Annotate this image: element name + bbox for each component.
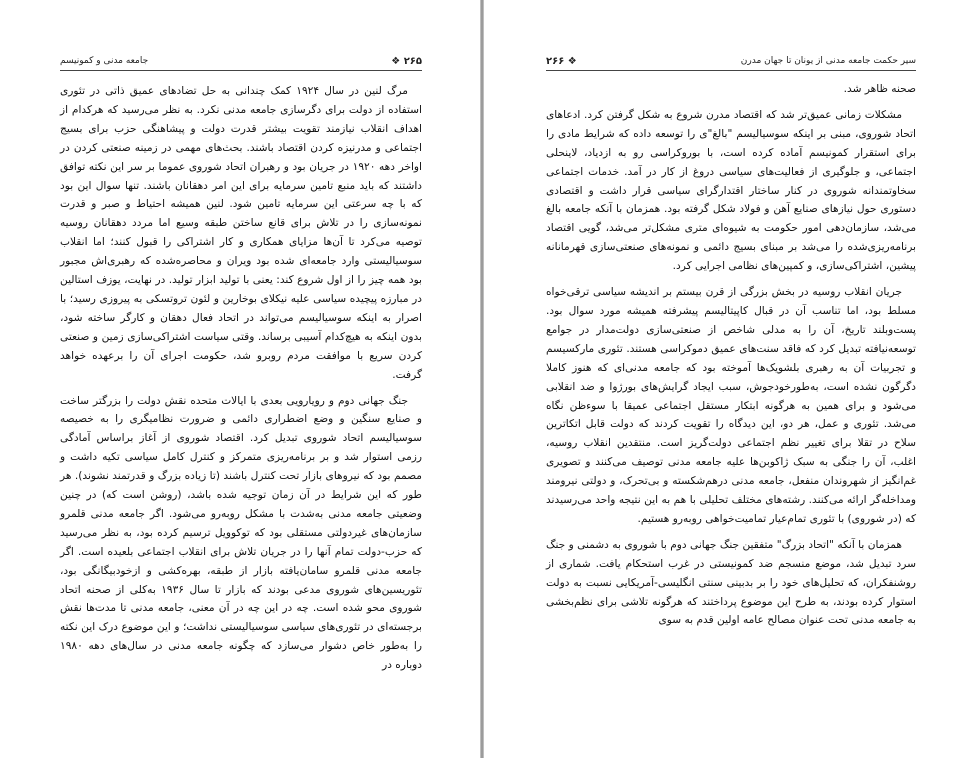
left-paragraph-1: مرگ لنین در سال ۱۹۲۴ کمک چندانی به حل تضادهای عمیق ذاتی در تئوری استفاده از دولت برای دگرسازی جامعه مدنی نکرد. به نظر می‌رسید که هرکدام از اهداف انقلاب نیازمند تقویت بیشتر قدرت دولت و پیشاهنگی حزب برای بسیج اجتماعی و مدرنیزه کردن اقتصاد باشند. بحث‌های مهمی در زمینه صنعتی کردن در اواخر دهه ۱۹۲۰ در جریان بود و رهبران اتحاد شوروی عموما بر سر این نکته توافق داشتند که باید منبع تامین سرمایه برای این امر دهقانان باشند. تنها سوال این بود که با چه سرعتی این سرمایه تامین شود. لنین همیشه احتیاط و صبر و قدرت نمونه‌سازی را در تلاش برای قانع ساختن طبقه وسیع اما مردد دهقانان روسیه توصیه می‌کرد تا آن‌ها مزایای همکاری و کار اشتراکی را قبول کنند؛ اما انقلاب سوسیالیستی وارد جامعه‌ای شده بود ویران و محاصره‌شده که رهبری‌اش مجبور بود همه چیز را از اول شروع کند: یعنی با تولید ابزار تولید. در نهایت، یوزف استالین در مبارزه پیچیده سیاسی علیه نیکلای بوخارین و لئون تروتسکی به پیروزی رسید؛ با اصرار به اینکه سوسیالیسم می‌تواند در اتحاد فعال دهقان و کارگر ساخته شود، بدون اینکه به هیچ‌کدام آسیبی برساند. وقتی سیاست اشتراکی‌سازی زمین و صنعتی کردن سریع با موافقت مردم روبرو شد، حکومت اجرای آن را برعهده خواهد گرفت.: [60, 85, 422, 381]
left-running-title: جامعه مدنی و کمونیسم: [60, 56, 149, 66]
left-page-header: [60, 53, 422, 69]
right-paragraph-3: جریان انقلاب روسیه در بخش بزرگی از قرن بیستم بر اندیشه سیاسی ترقی‌خواه مسلط بود، اما تناسب آن در قبال کاپیتالیسم پیشرفته همیشه مورد سوال بود. پست‌وبلند تاریخ، آن را به مدلی شاخص از صنعتی‌سازی دولت‌مدار در جوامع توسعه‌نیافته تبدیل کرد که فاقد سنت‌های عمیق دموکراسی هستند. تئوری مارکسیسم و تجربیات آن به رهبری بلشویک‌ها آموخته بود که جامعه مدنی‌ای که هنوز کاملا دگرگون نشده است، به‌طورخودجوش، سبب ایجاد گرایش‌های بورژوا و ضد انقلابی می‌شود و برای همین به هرگونه ابتکار مستقل اجتماعی عمیقا با سوءظن نگاه می‌شد. تئوری و عمل، هر دو، این دیدگاه را تقویت کردند که دولت قابل اتکاترین سلاح در تقلا برای تغییر نظم اجتماعی دولت‌گریز است. منتقدین انقلاب روسیه، اغلب، آن را جنگی به سبک ژاکوبن‌ها علیه جامعه مدنی توصیف می‌کنند و تصویری غم‌انگیز از شهروندان منفعل، جامعه مدنی درهم‌شکسته و بی‌تحرک، و دولتی نیرومند ومداخله‌گر ارائه می‌کنند. رشته‌های مختلف تحلیلی با هم به این نتیجه واحد می‌رسیدند که (در شوروی) با تئوری تمام‌عیار تمامیت‌خواهی روبه‌رو هستیم.: [546, 286, 916, 525]
left-header-rule: [60, 70, 422, 71]
right-paragraph-1: صحنه ظاهر شد.: [843, 83, 916, 95]
right-page: [484, 0, 965, 758]
right-paragraph-2: مشکلات زمانی عمیق‌تر شد که اقتصاد مدرن شروع به شکل گرفتن کرد. ادعاهای اتحاد شوروی، مبنی بر اینکه سوسیالیسم "بالغ"ی را توسعه داده که شرایط مادی را برای استقرار کمونیسم آماده کرده است، با بوروکراسی رو به ازدیاد، لاینحلی اجتماعی، و جلوگیری از فعالیت‌های سیاسی دروغ از کار در آمد. خدمات اجتماعی سخاوتمندانه شوروی در کنار ساختار اقتدارگرای سیاسی قرار داشت و اقتصادی دستوری حول نیازهای صنایع آهن و فولاد شکل گرفته بود. همزمان با آنکه جامعه بالغ می‌شد، سازمان‌دهی امور حکومت به شیوه‌ای متری مشکل‌تر می‌شد، گویی اقتصاد برنامه‌ریزی‌شده را می‌شد بر مبنای بسیج دائمی و نمونه‌های صنعتی‌سازی قهرمانانه پیشین، اشتراکی‌سازی، و کمپین‌های نظامی اجرایی کرد.: [546, 108, 916, 273]
right-paragraph-4: همزمان با آنکه "اتحاد بزرگ" متفقین جنگ جهانی دوم با شوروی به دشمنی و جنگ سرد تبدیل شد، موضع منسجم ضد کمونیستی در غرب استحکام یافت. شماری از روشنفکران، که تحلیل‌های خود را بر بدبینی سنتی انگلیسی-آمریکایی نسبت به دولت استوار کرده بودند، به طرح این موضوع پرداختند که هرگونه تلاشی برای نظم‌بخشی به جامعه مدنی تحت عنوان مصالح عامه اولین قدم به سوی: [546, 538, 916, 627]
left-page: [0, 0, 480, 758]
right-header-rule: [546, 70, 916, 71]
left-body-text: [60, 82, 422, 682]
left-page-number: ۲۶۵ ❖: [391, 55, 422, 67]
right-page-header: [546, 53, 916, 69]
left-paragraph-2: جنگ جهانی دوم و رویارویی بعدی با ایالات متحده نقش دولت را بزرگتر ساخت و صنایع سنگین و وضع اضطراری دائمی و ضرورت نظامیگری را به خصیصه سوسیالیسم اتحاد شوروی تبدیل کرد. اقتصاد شوروی از آغاز براساس آمادگی رزمی استوار شد و بر برنامه‌ریزی متمرکز و کنترل کامل سیاسی تکیه داشت و مصمم بود که نیروهای بازار تحت کنترل باشند (تا زیاده بزرگ و قدرتمند نشوند). هر طور که این شرایط در آن زمان توجیه شده باشد، (روشن است که) در چنین وضعیتی جامعه مدنی به‌شدت با مشکل روبه‌رو می‌شود. اگر جامعه مدنی قلمرو سازمان‌های غیردولتی مستقلی بود که توکوویل ترسیم کرده بود، به نظر می‌رسید که حزب-دولت تمام آنها را در جریان تلاش برای انقلاب اجتماعی بلعیده است. اگر جامعه مدنی قلمرو سامان‌یافته بازار از طبقه، بهره‌کشی و ازخودبیگانگی بود، تئوریسین‌های شوروی مدعی بودند که بازار تا سال ۱۹۳۶ به‌کلی از صحنه اتحاد شوروی محو شده است. چه در این چه در آن معنی، جامعه مدنی تا مدت‌ها نقش برجسته‌ای در تئوری‌های سیاسی سوسیالیستی نداشت؛ و این موضوع درک این نکته را به‌طور خاص دشوار می‌سازد که چگونه جامعه مدنی در سال‌های دهه ۱۹۸۰ دوباره در: [60, 394, 422, 672]
right-running-title: سیر حکمت جامعه مدنی از یونان تا جهان مدرن: [740, 56, 916, 66]
right-body-text: [546, 80, 916, 637]
right-page-number: ❖ ۲۶۶: [546, 55, 577, 67]
